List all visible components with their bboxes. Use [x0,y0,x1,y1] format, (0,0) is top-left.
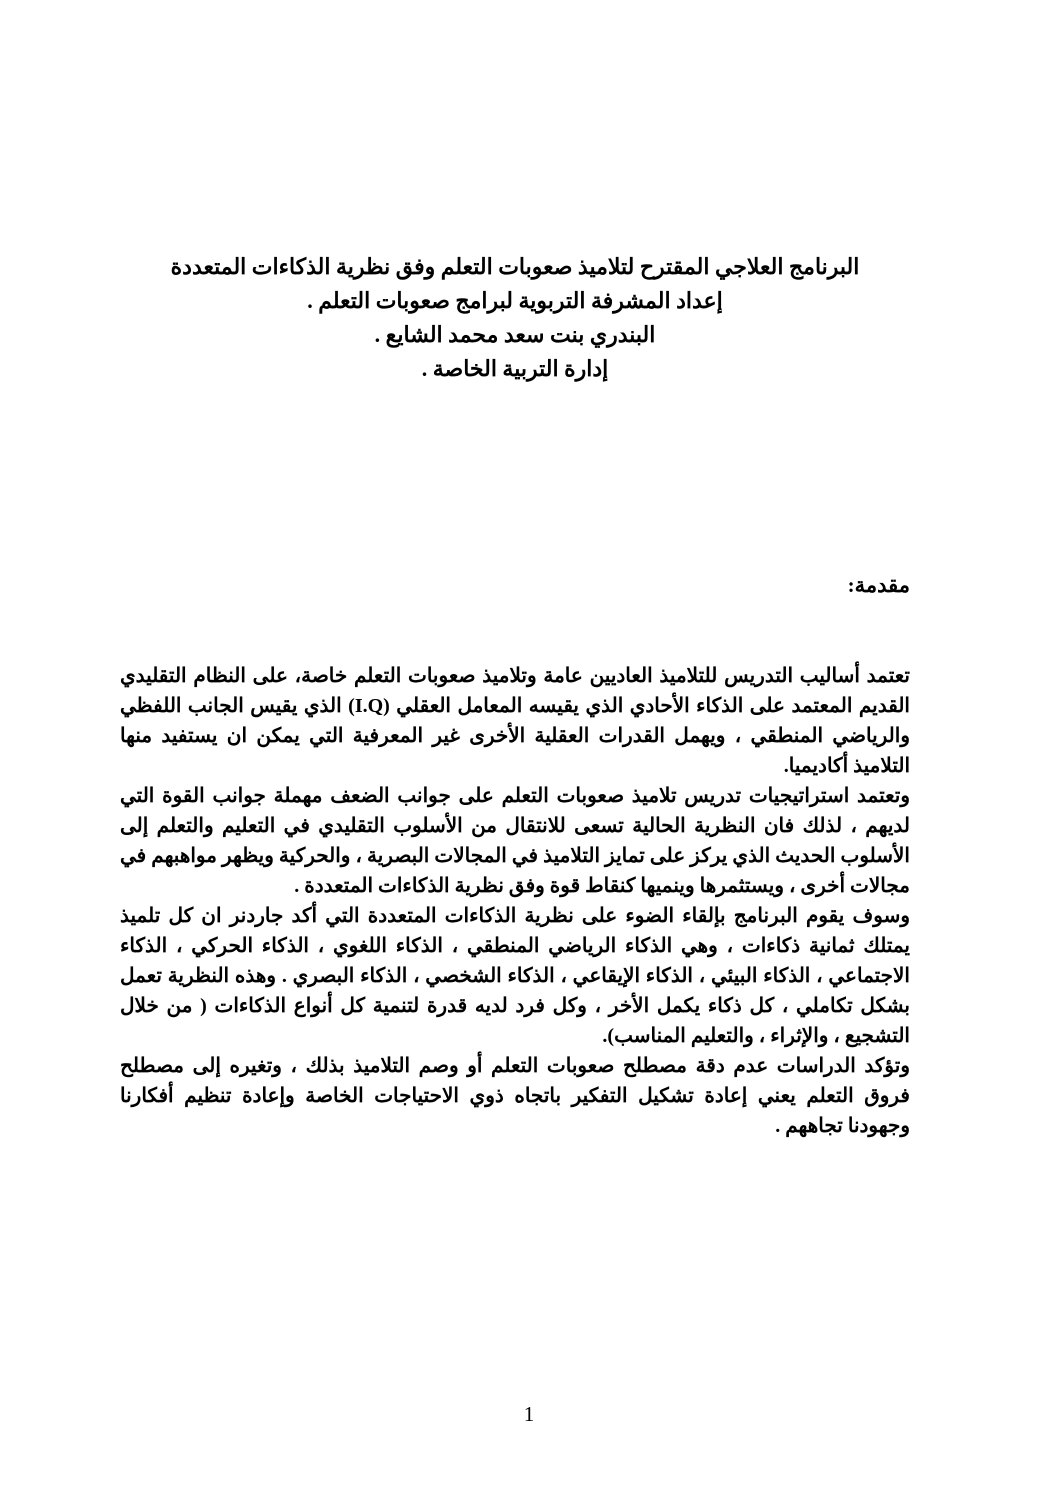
title-line-4: إدارة التربية الخاصة . [421,356,609,381]
paragraph-2: وتعتمد استراتيجيات تدريس تلاميذ صعوبات التعلم على جوانب الضعف مهملة جوانب القوة التي لديهم ، لذلك فان النظرية الحالية تسعى للانتقال من الأسلوب التقليدي في التعليم والتعلم إلى الأسلوب الحديث الذي يركز على تمايز التلاميذ في المجالات البصرية ، والحركية ويظهر مواهبهم في مجالات أخرى ، ويستثمرها وينميها كنقاط قوة وفق نظرية الذكاءات المتعددة . [120,785,910,897]
paragraph-1: تعتمد أساليب التدريس للتلاميذ العاديين عامة وتلاميذ صعوبات التعلم خاصة، على النظام التقليدي القديم المعتمد على الذكاء الأحادي الذي يقيسه المعامل العقلي (I.Q) الذي يقيس الجانب اللفظي والرياضي المنطقي ، ويهمل القدرات العقلية الأخرى غير المعرفية التي يمكن ان يستفيد منها التلاميذ أكاديميا. [120,665,910,777]
paragraph-3: وسوف يقوم البرنامج بإلقاء الضوء على نظرية الذكاءات المتعددة التي أكد جاردنر ان كل تلميذ يمتلك ثمانية ذكاءات ، وهي الذكاء الرياضي المنطقي ، الذكاء اللغوي ، الذكاء الحركي ، الذكاء الاجتماعي ، الذكاء البيئي ، الذكاء الإيقاعي ، الذكاء الشخصي ، الذكاء البصري . وهذه النظرية تعمل بشكل تكاملي ، كل ذكاء يكمل الأخر ، وكل فرد لديه قدرة لتنمية كل أنواع الذكاءات ( من خلال التشجيع ، والإثراء ، والتعليم المناسب). [120,905,910,1047]
paragraph-4: وتؤكد الدراسات عدم دقة مصطلح صعوبات التعلم أو وصم التلاميذ بذلك ، وتغيره إلى مصطلح فروق التعلم يعني إعادة تشكيل التفكير باتجاه ذوي الاحتياجات الخاصة وإعادة تنظيم أفكارنا وجهودنا تجاههم . [120,1055,910,1137]
title-line-1: البرنامج العلاجي المقترح لتلاميذ صعوبات التعلم وفق نظرية الذكاءات المتعددة [170,254,860,279]
title-line-3: البندري بنت سعد محمد الشايع . [374,322,656,347]
document-body [120,661,910,1141]
page-number: 1 [523,1402,535,1426]
document-title-block [120,250,910,386]
title-line-2: إعداد المشرفة التربوية لبرامج صعوبات التعلم . [307,288,723,313]
section-heading-introduction: مقدمة: [847,573,910,597]
